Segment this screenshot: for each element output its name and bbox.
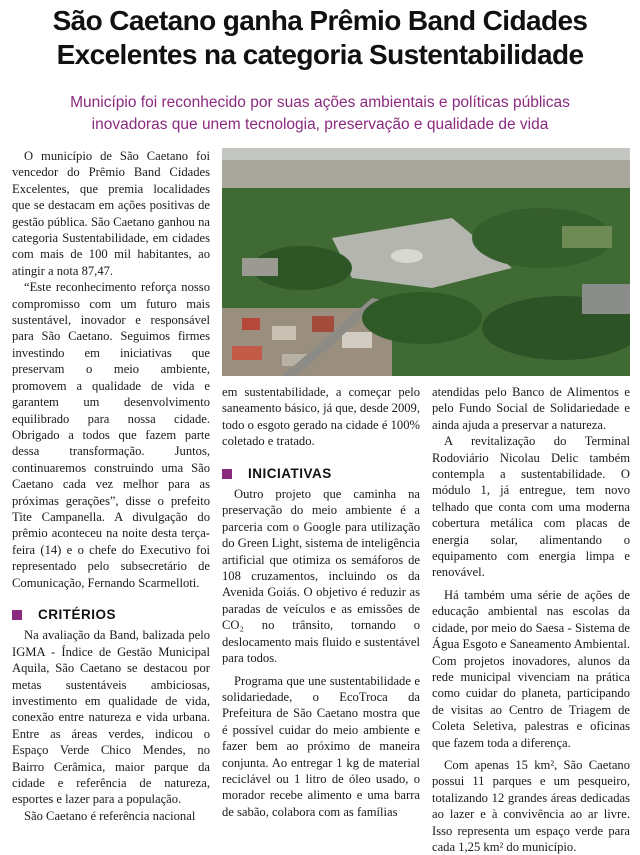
paragraph: atendidas pelo Banco de Alimentos e pelo Fundo Social de Solidariedade e ainda ajuda a preservar a natureza. (432, 385, 630, 432)
section-heading-criterios (12, 607, 210, 623)
section-heading-label: INICIATIVAS (248, 465, 332, 481)
article-subheadline (20, 92, 620, 136)
headline-line-1: São Caetano ganha Prêmio Band Cidades (52, 5, 588, 36)
paragraph: A revitalização do Terminal Rodoviário Nicolau Delic também contempla a sustentabilidade. O módulo 1, já entregue, tem novo telhado que conta com uma moderna cobertura metálica com placas de energia solar, alimentando o equipamento com energia limpa e renovável. (432, 434, 630, 580)
aerial-city-photo (222, 148, 630, 376)
subhead-line-1: Município foi reconhecido por suas ações ambientais e políticas públicas (70, 94, 570, 111)
paragraph: Na avaliação da Band, balizada pelo IGMA - Índice de Gestão Municipal Aquila, São Caetano se destacou por metas sustentáveis ambiciosas, investimento em qualidade de vida, conexão entre natureza e vida urbana. Entre as áreas verdes, indicou o Espaço Verde Chico Mendes, no Bairro Cerâmica, maior parque da cidade e referência de natureza, esportes e lazer para a população. (12, 628, 210, 807)
text-column-1 (12, 148, 210, 824)
article-headline (0, 4, 640, 72)
paragraph: em sustentabilidade, a começar pelo saneamento básico, já que, desde 2009, todo o esgoto gerado na cidade é 100% coletado e tratado. (222, 385, 420, 449)
paragraph: Há também uma série de ações de educação ambiental nas escolas da cidade, por meio do Saesa - Sistema de Água Esgoto e Saneamento Ambiental. Com projetos inovadores, alunos da rede municipal vivenciam na prática como cuidar do planeta, participando de visitas ao Centro de Triagem de Coleta Seletiva, palestras e oficinas que fazem toda a diferença. (432, 587, 630, 750)
square-bullet-icon (12, 610, 22, 620)
paragraph: O município de São Caetano foi vencedor do Prêmio Band Cidades Excelentes, que premia localidades que se destacam em ações positivas de gestão pública. São Caetano ganhou na categoria Sustentabilidade, em cidades com mais de 100 mil habitantes, ao atingir a nota 87,47. (12, 149, 210, 278)
paragraph: “Este reconhecimento reforça nosso compromisso com um futuro mais sustentável, inovador e responsável para São Caetano. Seguimos firmes investindo em iniciativas que preservam o meio ambiente, promovem a qualidade de vida e garantem um desenvolvimento equilibrado para nossa cidade. Obrigado a todos que fazem parte dessa transformação. Juntos, continuaremos construindo uma São Caetano cada vez melhor para as próximas gerações”, disse o prefeito Tite Campanella. A divulgação do prêmio aconteceu na noite desta terça-feira (14) e o chefe do Executivo foi representado pelo subsecretário de Comunicação, Fernando Scarmelloti. (12, 280, 210, 590)
headline-line-2: Excelentes na categoria Sustentabilidade (56, 39, 584, 70)
aerial-photo-illustration (222, 148, 630, 376)
section-heading-iniciativas (222, 466, 420, 482)
text-column-2 (222, 384, 420, 820)
section-heading-label: CRITÉRIOS (38, 606, 117, 622)
paragraph: Com apenas 15 km², São Caetano possui 11 parques e um pesqueiro, totalizando 12 grandes áreas dedicadas ao lazer e à convivência ao ar livre. Isso representa um espaço verde para cada 1,25 km² do município. (432, 757, 630, 854)
paragraph: Programa que une sustentabilidade e solidariedade, o EcoTroca da Prefeitura de São Caetano mostra que é possível cuidar do meio ambiente e fazer bem ao próximo de maneira conjunta. Ao entregar 1 kg de material reciclável ou 1 litro de óleo usado, o morador recebe alimento e uma barra de sabão, colabora com as famílias (222, 673, 420, 819)
subhead-line-2: inovadoras que unem tecnologia, preservação e qualidade de vida (91, 116, 549, 133)
paragraph: Outro projeto que caminha na preservação do meio ambiente é a parceria com o Google para utilização do Green Light, sistema de inteligência artificial que otimiza os semáforos de 108 cruzamentos, incluindo os da Avenida Goiás. O objetivo é reduzir as paradas de veículos e as emissões de CO₂ no trânsito, tornando o deslocamento mais fluido e sustentável para todos. (222, 487, 420, 666)
paragraph: São Caetano é referência nacional (24, 808, 196, 823)
text-column-3 (432, 384, 630, 855)
square-bullet-icon (222, 469, 232, 479)
